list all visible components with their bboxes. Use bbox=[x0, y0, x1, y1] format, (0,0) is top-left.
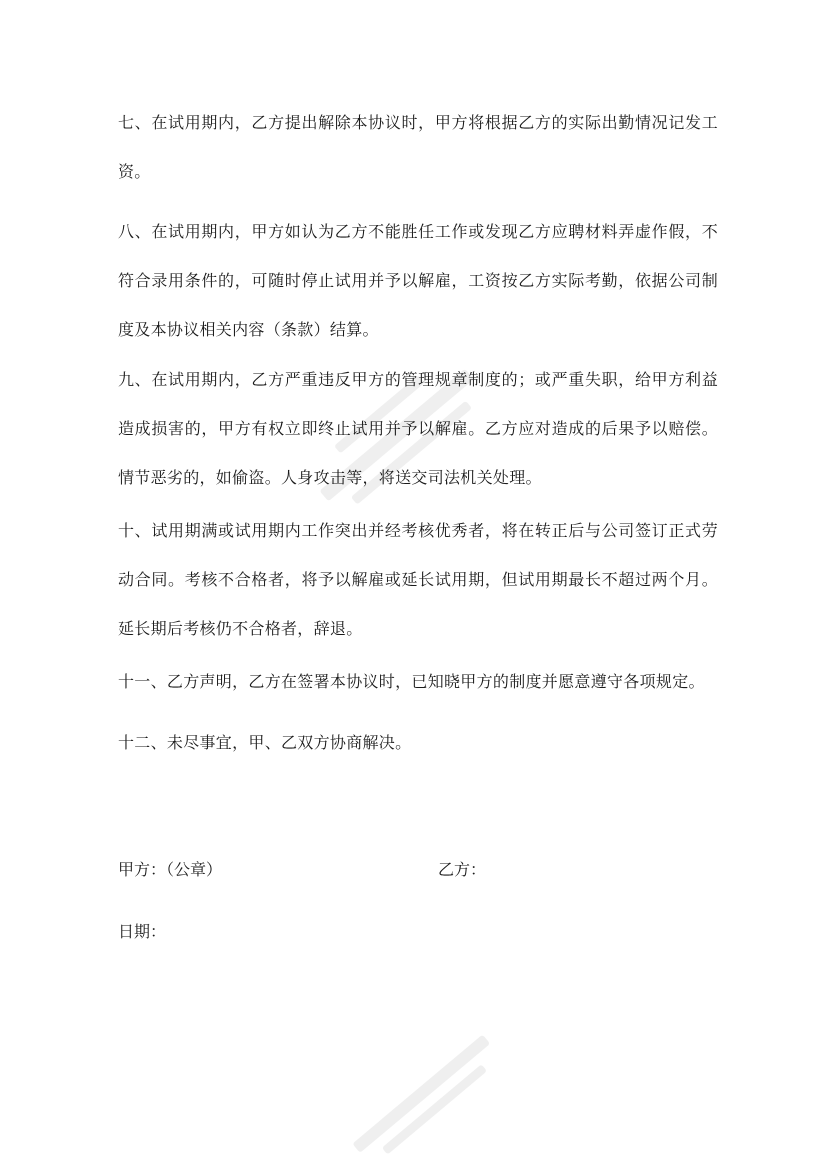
clause-9: 九、在试用期内，乙方严重违反甲方的管理规章制度的；或严重失职，给甲方利益造成损害的，甲方有权立即终止试用并予以解雇。乙方应对造成的后果予以赔偿。情节恶劣的，如偷盗。人身攻击等，将送交司法机关处理。 bbox=[118, 370, 718, 487]
party-a-signature: 甲方：（公章） bbox=[118, 860, 223, 879]
clause-12: 十二、未尽事宜，甲、乙双方协商解决。 bbox=[118, 733, 412, 752]
clause-7: 七、在试用期内，乙方提出解除本协议时，甲方将根据乙方的实际出勤情况记发工资。 bbox=[118, 113, 718, 181]
party-b-signature: 乙方： bbox=[438, 860, 487, 879]
clause-11: 十一、乙方声明，乙方在签署本协议时，已知晓甲方的制度并愿意遵守各项规定。 bbox=[118, 672, 705, 691]
clause-10: 十、试用期满或试用期内工作突出并经考核优秀者，将在转正后与公司签订正式劳动合同。考核不合格者，将予以解雇或延长试用期，但试用期最长不超过两个月。延长期后考核仍不合格者，辞退。 bbox=[118, 521, 718, 638]
date-field: 日期： bbox=[118, 922, 167, 941]
clause-8: 八、在试用期内，甲方如认为乙方不能胜任工作或发现乙方应聘材料弄虚作假，不符合录用条件的，可随时停止试用并予以解雇，工资按乙方实际考勤，依据公司制度及本协议相关内容（条款）结算。 bbox=[118, 222, 718, 339]
watermark-icon bbox=[320, 1030, 520, 1170]
